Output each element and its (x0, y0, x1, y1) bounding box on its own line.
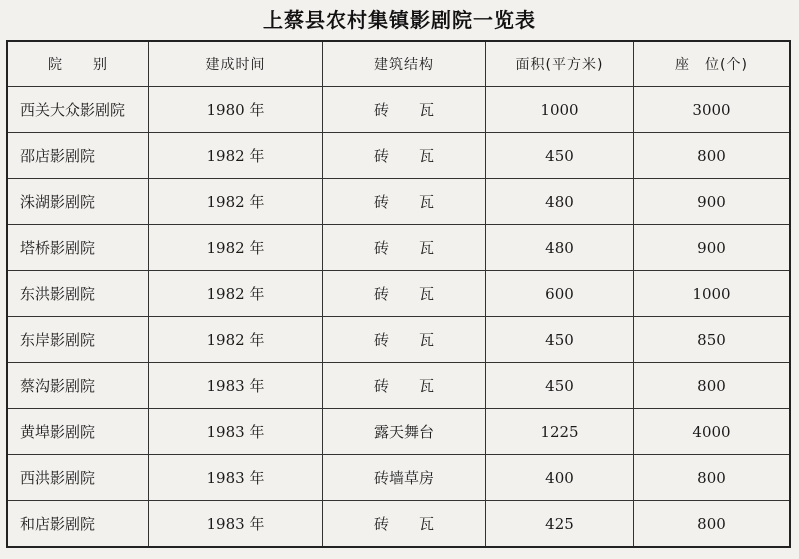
cell-year: 1980 年 (149, 87, 323, 133)
cell-area: 1000 (486, 87, 634, 133)
cell-structure: 砖 瓦 (323, 317, 486, 363)
cell-year: 1982 年 (149, 317, 323, 363)
table-header (7, 41, 790, 87)
cell-area: 400 (486, 455, 634, 501)
cell-name: 东岸影剧院 (7, 317, 149, 363)
cell-name: 洙湖影剧院 (7, 179, 149, 225)
cell-structure: 砖 瓦 (323, 271, 486, 317)
header-seats: 座 位(个) (634, 41, 791, 87)
cell-seats: 800 (634, 455, 791, 501)
cell-name: 西洪影剧院 (7, 455, 149, 501)
cell-structure: 砖 瓦 (323, 363, 486, 409)
cell-structure: 砖 瓦 (323, 179, 486, 225)
cell-structure: 砖墙草房 (323, 455, 486, 501)
header-structure: 建筑结构 (323, 41, 486, 87)
cell-year: 1983 年 (149, 501, 323, 548)
table-row (7, 501, 790, 548)
cell-area: 1225 (486, 409, 634, 455)
cell-name: 塔桥影剧院 (7, 225, 149, 271)
cell-seats: 1000 (634, 271, 791, 317)
page-title: 上蔡县农村集镇影剧院一览表 (263, 8, 536, 32)
header-name: 院 别 (7, 41, 149, 87)
cell-area: 600 (486, 271, 634, 317)
cell-seats: 4000 (634, 409, 791, 455)
table-body (7, 87, 790, 548)
cell-area: 425 (486, 501, 634, 548)
cell-name: 邵店影剧院 (7, 133, 149, 179)
cell-area: 480 (486, 179, 634, 225)
header-row (7, 41, 790, 87)
cell-year: 1982 年 (149, 225, 323, 271)
cell-year: 1982 年 (149, 179, 323, 225)
cell-structure: 露天舞台 (323, 409, 486, 455)
cell-name: 蔡沟影剧院 (7, 363, 149, 409)
cell-seats: 800 (634, 133, 791, 179)
theater-table (6, 40, 791, 548)
cell-area: 450 (486, 133, 634, 179)
cell-name: 黄埠影剧院 (7, 409, 149, 455)
header-area: 面积(平方米) (486, 41, 634, 87)
cell-year: 1982 年 (149, 133, 323, 179)
cell-seats: 3000 (634, 87, 791, 133)
table-row (7, 225, 790, 271)
table-row (7, 363, 790, 409)
table-row (7, 133, 790, 179)
cell-seats: 900 (634, 179, 791, 225)
cell-year: 1983 年 (149, 363, 323, 409)
table-row (7, 317, 790, 363)
cell-structure: 砖 瓦 (323, 225, 486, 271)
cell-name: 东洪影剧院 (7, 271, 149, 317)
table-row (7, 87, 790, 133)
cell-year: 1982 年 (149, 271, 323, 317)
table-row (7, 455, 790, 501)
cell-seats: 850 (634, 317, 791, 363)
cell-area: 450 (486, 363, 634, 409)
table-row (7, 271, 790, 317)
cell-name: 和店影剧院 (7, 501, 149, 548)
cell-year: 1983 年 (149, 455, 323, 501)
cell-structure: 砖 瓦 (323, 87, 486, 133)
cell-seats: 800 (634, 501, 791, 548)
cell-year: 1983 年 (149, 409, 323, 455)
table-row (7, 179, 790, 225)
cell-area: 450 (486, 317, 634, 363)
header-year: 建成时间 (149, 41, 323, 87)
table-row (7, 409, 790, 455)
cell-name: 西关大众影剧院 (7, 87, 149, 133)
cell-seats: 900 (634, 225, 791, 271)
cell-seats: 800 (634, 363, 791, 409)
cell-structure: 砖 瓦 (323, 501, 486, 548)
cell-structure: 砖 瓦 (323, 133, 486, 179)
cell-area: 480 (486, 225, 634, 271)
